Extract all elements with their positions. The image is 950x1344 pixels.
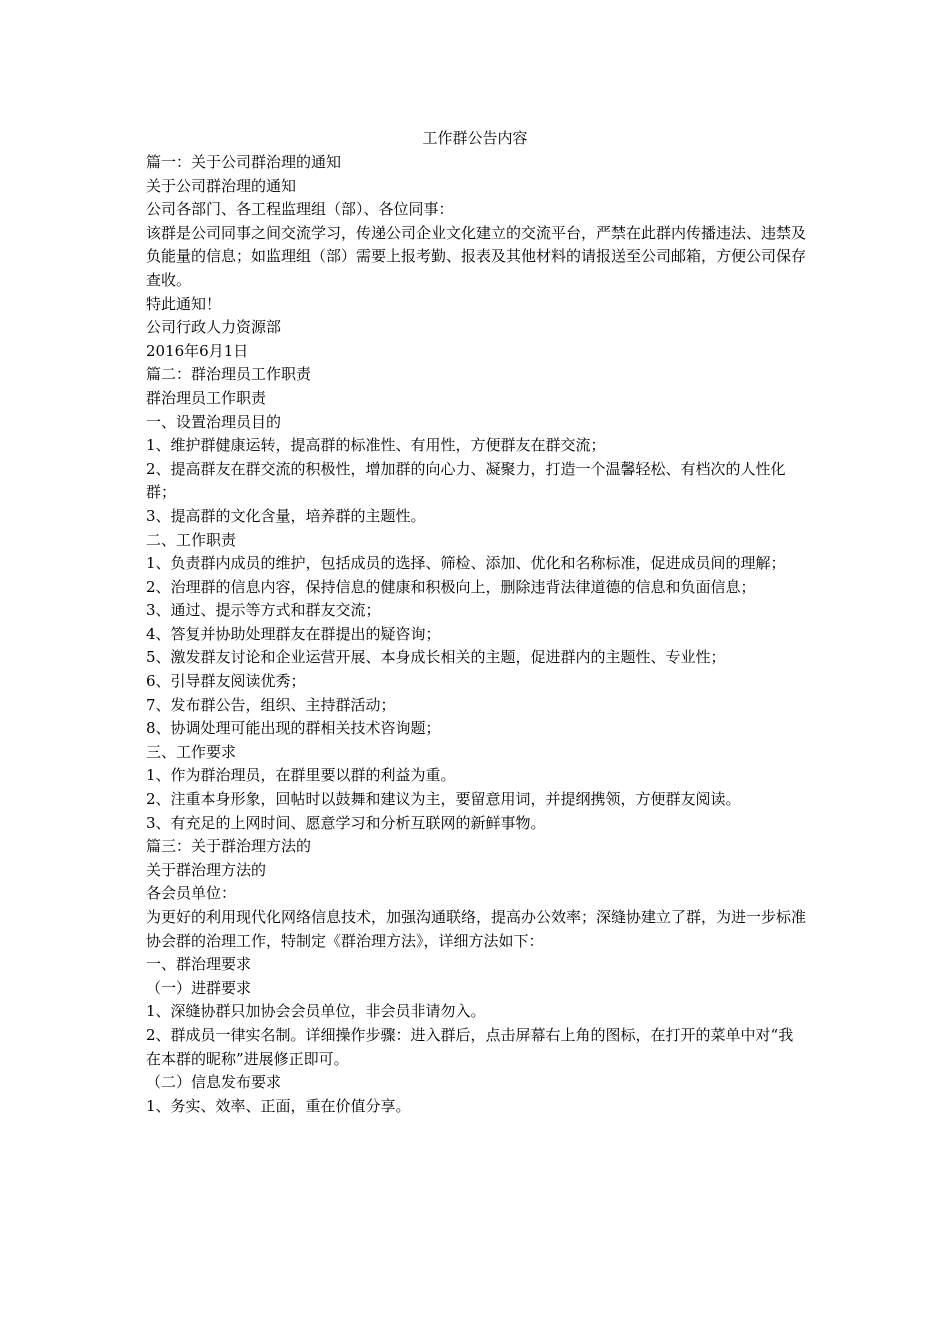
paragraph: 二、工作职责 bbox=[146, 530, 237, 549]
section-heading: 篇二：群治理员工作职责 bbox=[146, 365, 312, 384]
paragraph: 三、工作要求 bbox=[146, 742, 237, 761]
paragraph: 2、注重本身形象，回帖时以鼓舞和建议为主，要留意用词，并提纲携领，方便群友阅读。 bbox=[146, 790, 741, 809]
paragraph: 1、作为群治理员，在群里要以群的利益为重。 bbox=[146, 766, 456, 785]
paragraph: 各会员单位： bbox=[146, 884, 237, 903]
paragraph: 1、务实、效率、正面，重在价值分享。 bbox=[146, 1096, 411, 1115]
paragraph: （二）信息发布要求 bbox=[146, 1073, 282, 1092]
paragraph: 6、引导群友阅读优秀； bbox=[146, 672, 306, 691]
paragraph: 为更好的利用现代化网络信息技术，加强沟通联络，提高办公效率；深缝协建立了群，为进一步标准协会群的治理工作，特制定《群治理方法》，详细方法如下： bbox=[146, 908, 807, 950]
paragraph: 2、提高群友在群交流的积极性，增加群的向心力、凝聚力，打造一个温馨轻松、有档次的人性化群； bbox=[146, 459, 786, 502]
paragraph: 4、答复并协助处理群友在群提出的疑咨询； bbox=[146, 624, 441, 643]
paragraph: 该群是公司同事之间交流学习，传递公司企业文化建立的交流平台，严禁在此群内传播违法、违禁及负能量的信息；如监理组（部）需要上报考勤、报表及其他材料的请报送至公司邮箱，方便公司保存查收。 bbox=[146, 223, 807, 289]
paragraph: 1、深缝协群只加协会会员单位，非会员非请勿入。 bbox=[146, 1002, 486, 1021]
paragraph: 1、维护群健康运转，提高群的标准性、有用性，方便群友在群交流； bbox=[146, 436, 606, 455]
paragraph: 3、通过、提示等方式和群友交流； bbox=[146, 601, 381, 620]
section-heading: 篇三：关于群治理方法的 bbox=[146, 837, 312, 856]
paragraph: 8、协调处理可能出现的群相关技术咨询题； bbox=[146, 719, 441, 738]
paragraph: 公司行政人力资源部 bbox=[146, 318, 282, 337]
paragraph: 一、设置治理员目的 bbox=[146, 412, 282, 431]
paragraph: （一）进群要求 bbox=[146, 978, 252, 997]
paragraph: 篇一：关于公司群治理的通知 bbox=[146, 153, 342, 171]
paragraph: 2016年6月1日 bbox=[146, 341, 249, 360]
paragraph: 5、激发群友讨论和企业运营开展、本身成长相关的主题，促进群内的主题性、专业性； bbox=[146, 648, 726, 667]
paragraph: 一、群治理要求 bbox=[146, 955, 252, 974]
paragraph: 公司各部门、各工程监理组（部）、各位同事： bbox=[146, 200, 454, 219]
paragraph: 特此通知！ bbox=[146, 294, 222, 313]
paragraph: 2、群成员一律实名制。详细操作步骤：进入群后，点击屏幕右上角的图标，在打开的菜单中对“我在本群的昵称”进展修正即可。 bbox=[146, 1025, 794, 1068]
paragraph: 群治理员工作职责 bbox=[146, 388, 267, 407]
paragraph: 3、有充足的上网时间、愿意学习和分析互联网的新鲜事物。 bbox=[146, 813, 546, 832]
paragraph: 关于群治理方法的 bbox=[146, 860, 267, 879]
paragraph: 7、发布群公告，组织、主持群活动； bbox=[146, 695, 396, 714]
document-title: 工作群公告内容 bbox=[422, 129, 528, 147]
paragraph: 1、负责群内成员的维护，包括成员的选择、筛检、添加、优化和名称标准，促进成员间的理解； bbox=[146, 554, 786, 573]
paragraph: 2、治理群的信息内容，保持信息的健康和积极向上，删除违背法律道德的信息和负面信息； bbox=[146, 577, 756, 596]
paragraph: 3、提高群的文化含量，培养群的主题性。 bbox=[146, 506, 426, 525]
document-body bbox=[146, 151, 808, 1118]
paragraph: 关于公司群治理的通知 bbox=[146, 176, 297, 195]
